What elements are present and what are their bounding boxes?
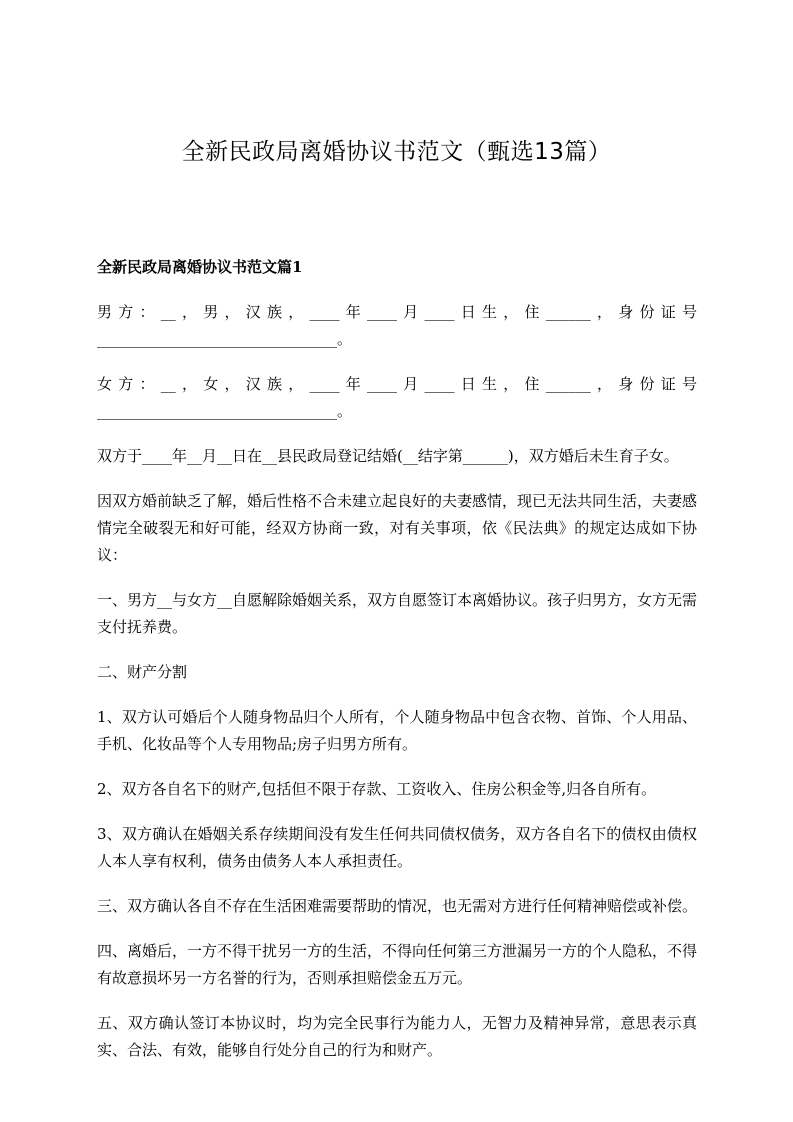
paragraph-clause-1: 一、男方__与女方__自愿解除婚姻关系，双方自愿签订本离婚协议。孩子归男方，女方无需支付抚养费。 (97, 591, 698, 636)
paragraph-property-3: 3、双方确认在婚姻关系存续期间没有发生任何共同债权债务，双方各自名下的债权由债权人本人享有权利，债务由债务人本人承担责任。 (97, 825, 697, 870)
paragraph-property-1: 1、双方认可婚后个人随身物品归个人所有，个人随身物品中包含衣物、首饰、个人用品、手机、化妆品等个人专用物品;房子归男方所有。 (97, 708, 697, 753)
paragraph-husband-info: 男方：__，男，汉族，____年____月____日生，住______，身份证号________________________________。 (97, 303, 697, 348)
paragraph-clause-3: 三、双方确认各自不存在生活困难需要帮助的情况，也无需对方进行任何精神赔偿或补偿。 (97, 897, 698, 915)
paragraph-clause-5: 五、双方确认签订本协议时，均为完全民事行为能力人，无智力及精神异常，意思表示真实、合法、有效，能够自行处分自己的行为和财产。 (97, 1014, 697, 1059)
document-title: 全新民政局离婚协议书范文（甄选13篇） (181, 139, 612, 165)
section-heading: 全新民政局离婚协议书范文篇1 (97, 258, 303, 276)
paragraph-wife-info: 女方：__，女，汉族，____年____月____日生，住______，身份证号________________________________。 (97, 375, 697, 420)
document-body (97, 254, 697, 1082)
paragraph-clause-4: 四、离婚后，一方不得干扰另一方的生活，不得向任何第三方泄漏另一方的个人隐私，不得有故意损坏另一方名誉的行为，否则承担赔偿金五万元。 (97, 942, 698, 987)
paragraph-reason: 因双方婚前缺乏了解，婚后性格不合未建立起良好的夫妻感情，现已无法共同生活，夫妻感情完全破裂无和好可能，经双方协商一致，对有关事项，依《民法典》的规定达成如下协议： (97, 492, 698, 564)
paragraph-clause-2-heading: 二、财产分割 (97, 663, 188, 681)
paragraph-property-2: 2、双方各自名下的财产,包括但不限于存款、工资收入、住房公积金等,归各自所有。 (97, 780, 657, 798)
paragraph-marriage-registration: 双方于____年__月__日在__县民政局登记结婚(__结字第______)，双方婚后未生育子女。 (97, 447, 679, 465)
